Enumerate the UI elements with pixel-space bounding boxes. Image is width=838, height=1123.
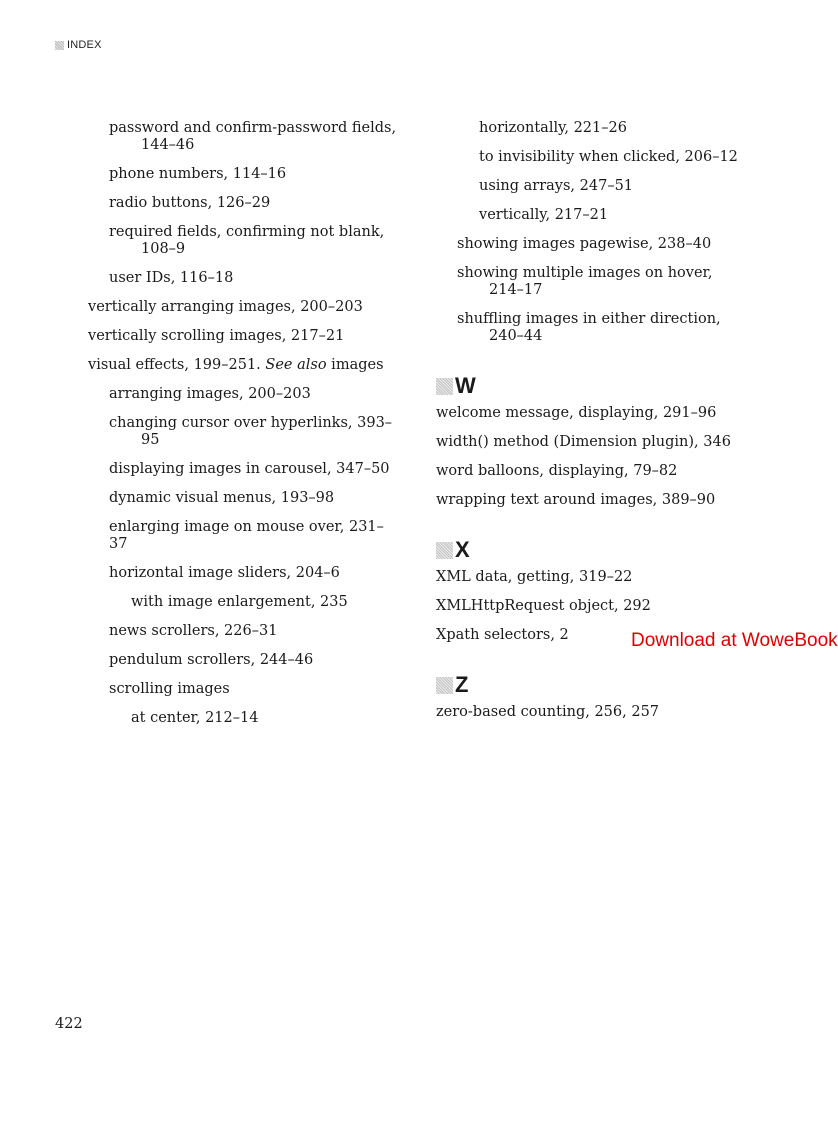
entry-continuation: 214–17 [489, 282, 543, 298]
section-heading-x [436, 539, 806, 561]
index-entry [436, 434, 806, 451]
entry-continuation: 240–44 [489, 328, 543, 344]
entry-text: scrolling images [109, 681, 230, 697]
entry-continuation: 95 [141, 432, 160, 448]
entry-text: at center, 212–14 [131, 710, 259, 726]
index-entry [88, 270, 398, 287]
entry-text: vertically scrolling images, 217–21 [88, 328, 345, 344]
see-also-label: See also [265, 357, 327, 373]
letter-square-icon [436, 677, 453, 694]
entry-text: password and confirm-password fields, [109, 120, 397, 136]
letter-square-icon [436, 542, 453, 559]
entry-text: Xpath selectors, 2 [436, 627, 569, 643]
index-entry [88, 681, 398, 698]
letter-square-icon [436, 378, 453, 395]
section-heading-w [436, 375, 806, 397]
entry-text: horizontal image sliders, 204–6 [109, 565, 340, 581]
entry-text: showing images pagewise, 238–40 [457, 236, 712, 252]
entry-text: enlarging image on mouse over, 231–37 [109, 519, 384, 552]
index-entry [88, 415, 398, 449]
index-entry [88, 519, 398, 553]
entry-text: using arrays, 247–51 [479, 178, 634, 194]
section-heading-z [436, 674, 806, 696]
index-entry [436, 704, 806, 721]
entry-text: phone numbers, 114–16 [109, 166, 287, 182]
index-entry [436, 311, 806, 345]
running-head-square-icon [55, 41, 64, 50]
index-entry [436, 492, 806, 509]
index-entry [88, 166, 398, 183]
index-entry [88, 357, 398, 374]
entry-text: to invisibility when clicked, 206–12 [479, 149, 738, 165]
index-entry [88, 623, 398, 640]
index-entry [436, 569, 806, 586]
entry-text: dynamic visual menus, 193–98 [109, 490, 335, 506]
index-entry [88, 195, 398, 212]
index-entry [436, 463, 806, 480]
entry-text: width() method (Dimension plugin), 346 [436, 434, 731, 450]
see-also-target: images [326, 357, 384, 373]
running-head-label: INDEX [67, 39, 102, 51]
index-entry [88, 490, 398, 507]
entry-text: user IDs, 116–18 [109, 270, 234, 286]
entry-text: with image enlargement, 235 [131, 594, 348, 610]
index-entry [88, 328, 398, 345]
index-entry [436, 598, 806, 615]
entry-text: news scrollers, 226–31 [109, 623, 278, 639]
entry-text: XML data, getting, 319–22 [436, 569, 633, 585]
entry-text: showing multiple images on hover, [457, 265, 713, 281]
entry-text: changing cursor over hyperlinks, 393– [109, 415, 393, 431]
section-letter: W [455, 373, 476, 398]
index-entry [436, 120, 806, 137]
entry-text: required fields, confirming not blank, [109, 224, 385, 240]
index-entry [88, 461, 398, 478]
index-entry [88, 652, 398, 669]
index-entry [436, 178, 806, 195]
entry-text: vertically, 217–21 [479, 207, 609, 223]
index-entry [88, 299, 398, 316]
entry-text: horizontally, 221–26 [479, 120, 627, 136]
index-entry [436, 265, 806, 299]
index-entry [88, 120, 398, 154]
entry-continuation: 108–9 [141, 241, 186, 257]
index-entry [436, 207, 806, 224]
page-number: 422 [55, 1016, 83, 1032]
index-left-column [88, 120, 398, 739]
entry-text: arranging images, 200–203 [109, 386, 311, 402]
index-entry [88, 594, 398, 611]
download-watermark: Download at WoweBook [631, 630, 838, 651]
entry-text: zero-based counting, 256, 257 [436, 704, 660, 720]
index-entry [88, 565, 398, 582]
entry-text: shuffling images in either direction, [457, 311, 721, 327]
entry-text: wrapping text around images, 389–90 [436, 492, 716, 508]
entry-text: pendulum scrollers, 244–46 [109, 652, 314, 668]
entry-text: radio buttons, 126–29 [109, 195, 271, 211]
index-entry [436, 405, 806, 422]
section-letter: X [455, 537, 470, 562]
index-entry [88, 224, 398, 258]
entry-text: visual effects, 199–251. [88, 357, 266, 373]
index-entry [436, 236, 806, 253]
index-entry [88, 710, 398, 727]
section-letter: Z [455, 672, 469, 697]
index-entry [88, 386, 398, 403]
running-head [55, 39, 102, 51]
index-entry [436, 149, 806, 166]
entry-text: displaying images in carousel, 347–50 [109, 461, 390, 477]
entry-text: XMLHttpRequest object, 292 [436, 598, 651, 614]
entry-text: word balloons, displaying, 79–82 [436, 463, 678, 479]
entry-text: welcome message, displaying, 291–96 [436, 405, 717, 421]
entry-text: vertically arranging images, 200–203 [88, 299, 363, 315]
entry-continuation: 144–46 [141, 137, 195, 153]
